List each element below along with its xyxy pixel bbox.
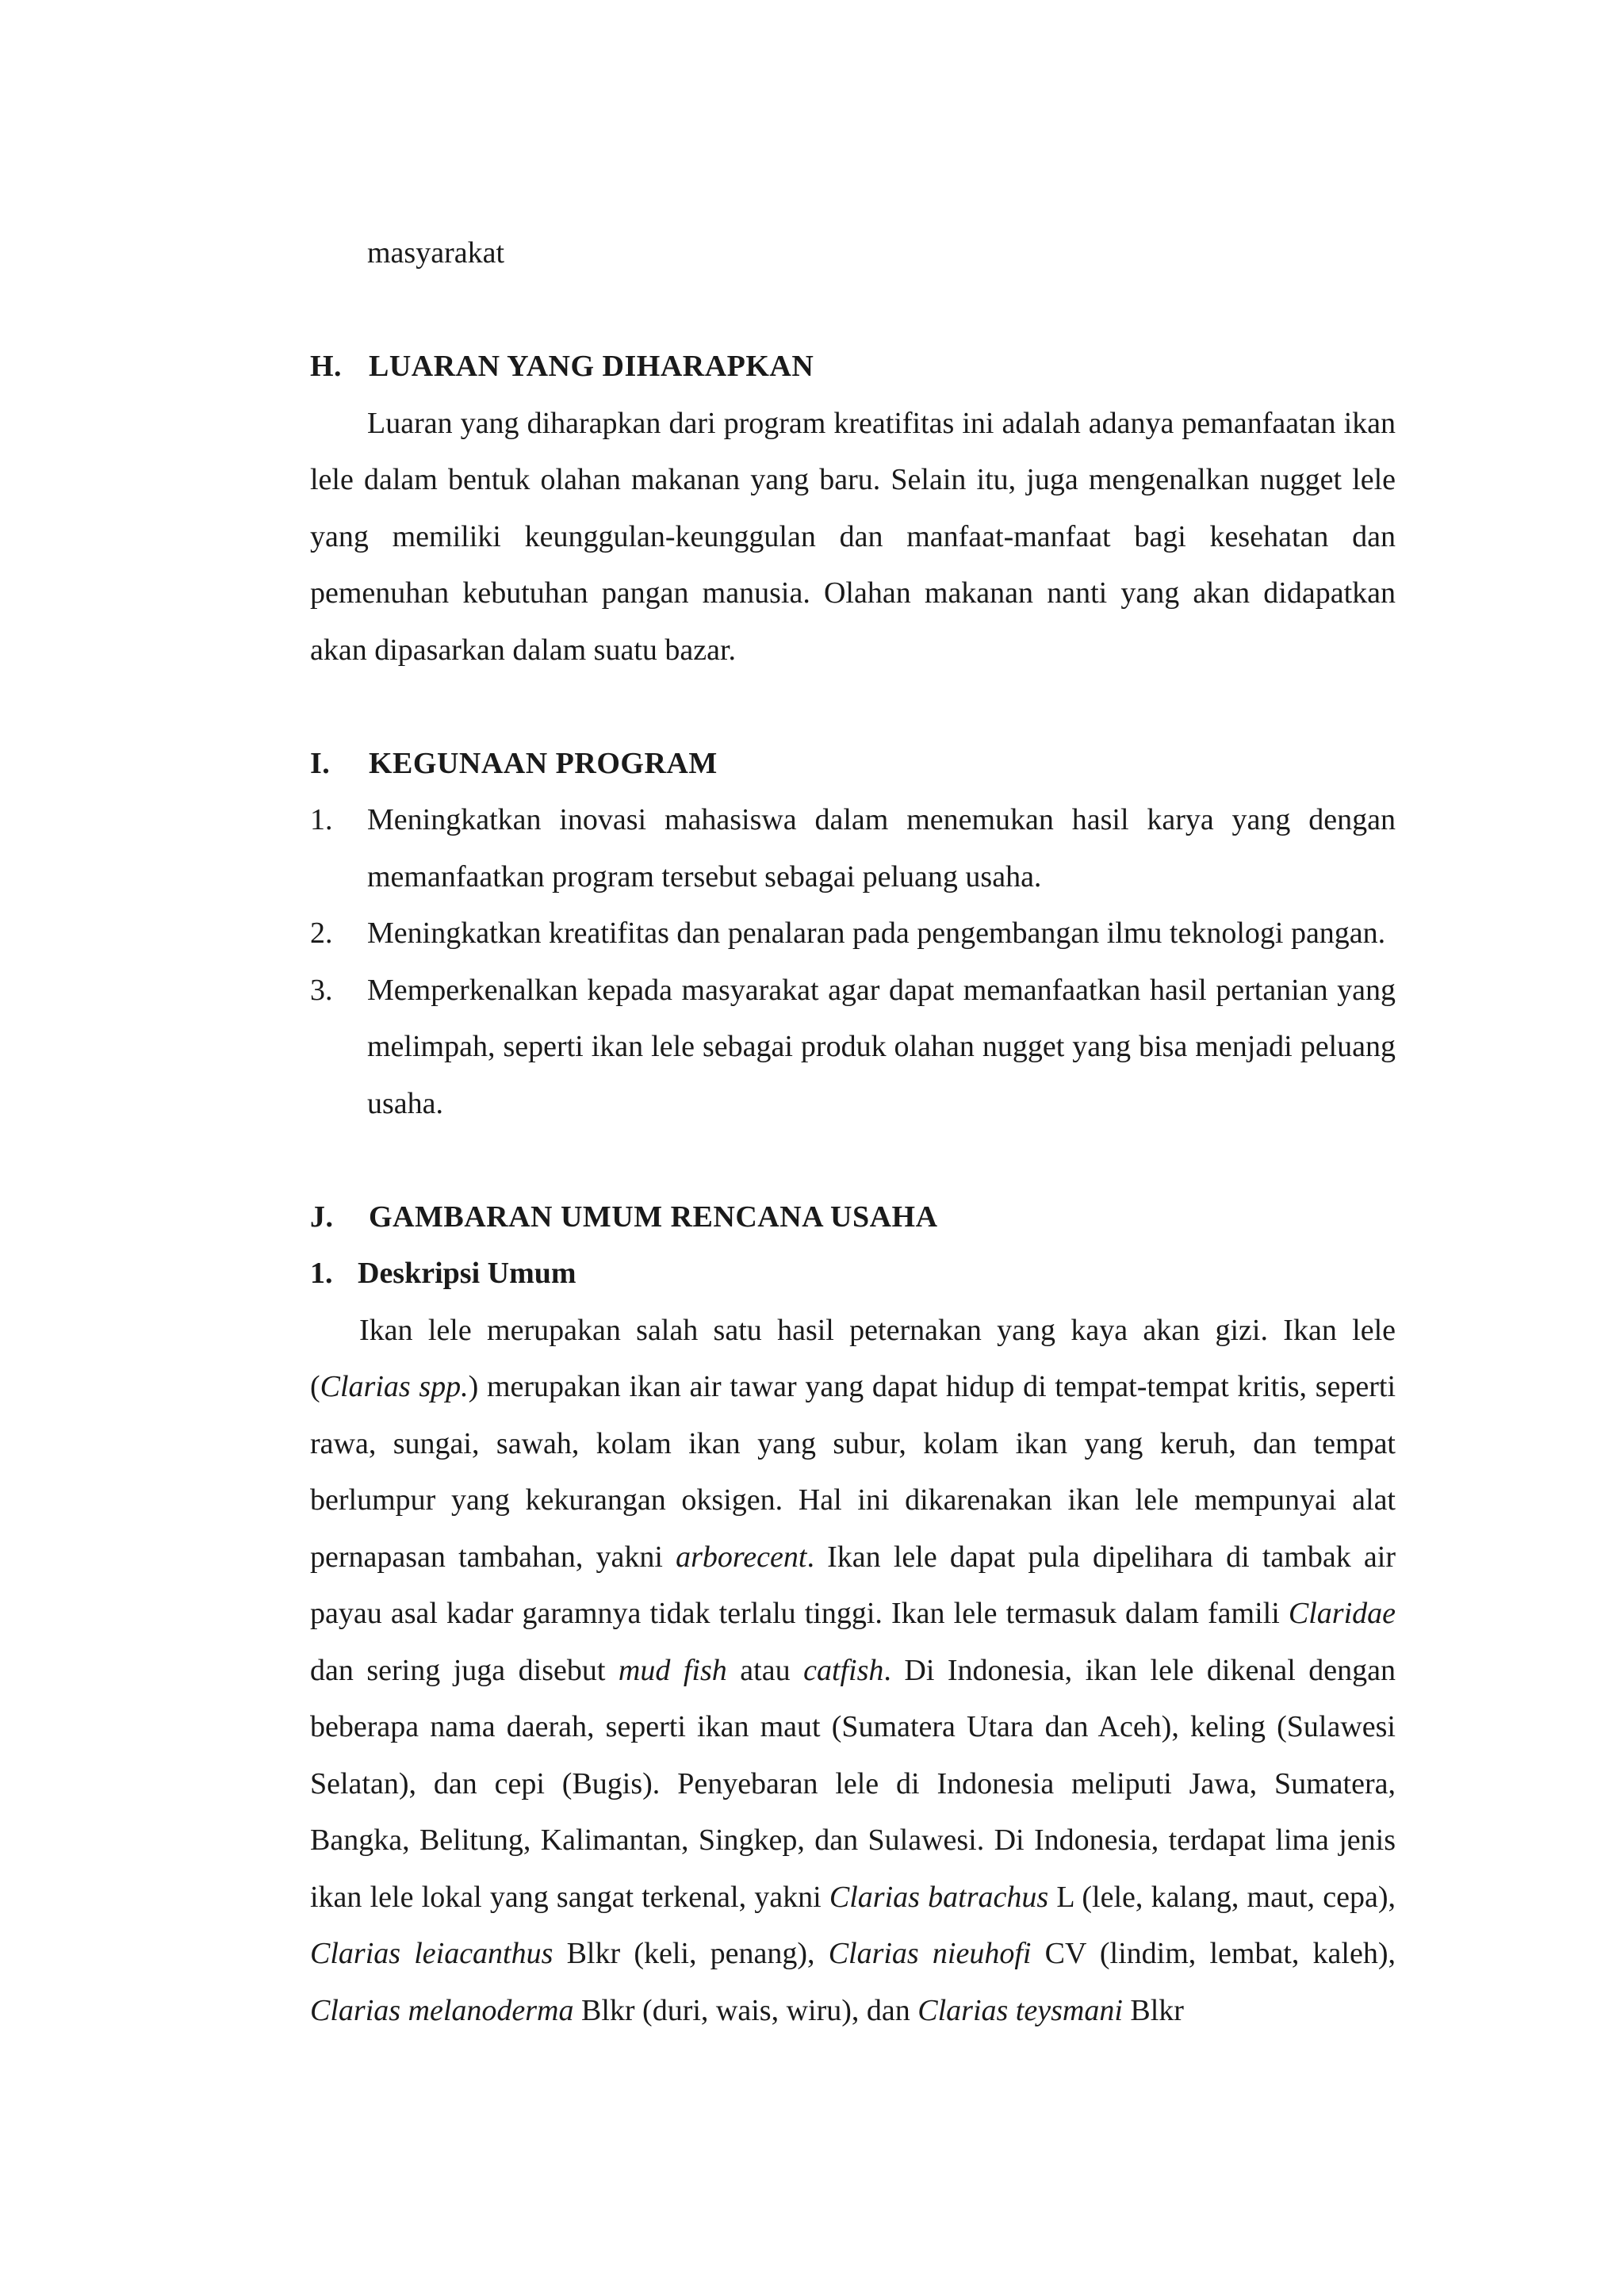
scientific-name: Clarias melanoderma [310, 1993, 574, 2027]
list-item [310, 905, 1396, 962]
scientific-name: Claridae [1288, 1597, 1396, 1630]
list-number: 2. [310, 916, 333, 950]
list-item [310, 962, 1396, 1133]
section-title: LUARAN YANG DIHARAPKAN [369, 350, 814, 383]
continuation-text: masyarakat [367, 236, 505, 270]
list-text: Memperkenalkan kepada masyarakat agar dapat memanfaatkan hasil pertanian yang melimpah, seperti ikan lele sebagai produk olahan nugget yang bisa menjadi peluang usaha. [367, 973, 1396, 1120]
section-letter: J. [310, 1200, 334, 1234]
paragraph-deskripsi: Ikan lele merupakan salah satu hasil peternakan yang kaya akan gizi. Ikan lele (Clarias spp.) merupakan ikan air tawar yang dapat hidup di tempat-tempat kritis, seperti rawa, sungai, sawah, kolam ikan yang subur, kolam ikan yang keruh, dan tempat berlumpur yang kekurangan oksigen. Hal ini dikarenakan ikan lele mempunyai alat pernapasan tambahan, yakni arborecent. Ikan lele dapat pula dipelihara di tambak air payau asal kadar garamnya tidak terlalu tinggi. Ikan lele termasuk dalam famili Claridae dan sering juga disebut mud fish atau catfish. Di Indonesia, ikan lele dikenal dengan beberapa nama daerah, seperti ikan maut (Sumatera Utara dan Aceh), keling (Sulawesi Selatan), dan cepi (Bugis). Penyebaran lele di Indonesia meliputi Jawa, Sumatera, Bangka, Belitung, Kalimantan, Singkep, dan Sulawesi. Di Indonesia, terdapat lima jenis ikan lele lokal yang sangat terkenal, yakni Clarias batrachus L (lele, kalang, maut, cepa), Clarias leiacanthus Blkr (keli, penang), Clarias nieuhofi CV (lindim, lembat, kaleh), Clarias melanoderma Blkr (duri, wais, wiru), dan Clarias teysmani Blkr [310, 1313, 1396, 2027]
list-number: 3. [310, 973, 333, 1007]
section-heading-h [310, 339, 1396, 396]
scientific-term: catfish [803, 1653, 884, 1687]
subsection-title: Deskripsi Umum [358, 1257, 576, 1290]
section-title: KEGUNAAN PROGRAM [369, 746, 718, 780]
section-letter: H. [310, 350, 343, 383]
scientific-name: Clarias leiacanthus [310, 1937, 553, 1970]
list-text: Meningkatkan kreatifitas dan penalaran pada pengembangan ilmu teknologi pangan. [367, 916, 1386, 950]
list-number: 1. [310, 803, 333, 836]
scientific-name: Clarias batrachus [829, 1880, 1049, 1914]
list-text: Meningkatkan inovasi mahasiswa dalam menemukan hasil karya yang dengan memanfaatkan program tersebut sebagai peluang usaha. [367, 803, 1396, 894]
scientific-term: arborecent [676, 1540, 807, 1574]
kegunaan-list [310, 792, 1396, 1132]
section-letter: I. [310, 746, 331, 780]
section-heading-j [310, 1189, 1396, 1246]
paragraph-luaran: Luaran yang diharapkan dari program kreatifitas ini adalah adanya pemanfaatan ikan lele dalam bentuk olahan makanan yang baru. Selain itu, juga mengenalkan nugget lele yang memiliki keunggulan-keunggulan dan manfaat-manfaat bagi kesehatan dan pemenuhan kebutuhan pangan manusia. Olahan makanan nanti yang akan didapatkan akan dipasarkan dalam suatu bazar. [310, 406, 1396, 667]
subsection-number: 1. [310, 1257, 333, 1290]
scientific-name: Clarias teysmani [917, 1993, 1123, 2027]
scientific-term: mud fish [618, 1653, 727, 1687]
scientific-name: Clarias spp. [320, 1370, 469, 1403]
scientific-name: Clarias nieuhofi [828, 1937, 1032, 1970]
list-item [310, 792, 1396, 905]
section-heading-i [310, 736, 1396, 793]
section-title: GAMBARAN UMUM RENCANA USAHA [369, 1200, 938, 1234]
page-content [310, 225, 1396, 2039]
subsection-heading [310, 1246, 1396, 1303]
